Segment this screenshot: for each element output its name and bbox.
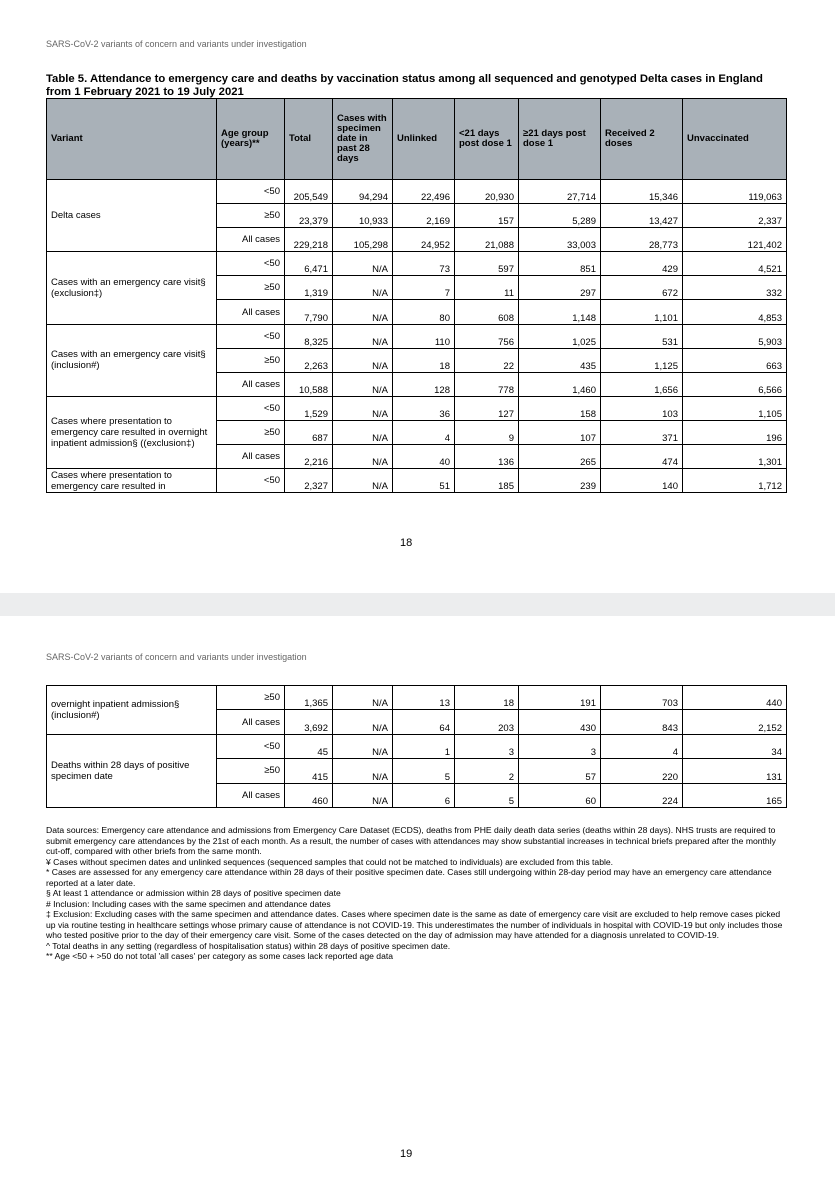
unlinked-cell: 80 [393,300,455,324]
age-group-cell: All cases [217,300,285,324]
lt21-dose1-cell: 2 [455,759,519,783]
variant-label: Cases with an emergency care visit§ (exclusion‡) [47,252,217,324]
running-header: SARS-CoV-2 variants of concern and variants under investigation [46,39,307,49]
lt21-dose1-cell: 21,088 [455,228,519,252]
age-group-cell: All cases [217,710,285,734]
footnote-total-deaths: ^ Total deaths in any setting (regardless of hospitalisation status) within 28 days of positive specimen date. [46,940,451,951]
total-cell: 1,319 [285,276,333,300]
document-page-19 [0,616,835,1200]
running-header: SARS-CoV-2 variants of concern and variants under investigation [46,652,307,662]
unvaccinated-cell: 4,853 [683,300,787,324]
two-doses-cell: 474 [601,445,683,469]
table-row [47,396,787,420]
two-doses-cell: 140 [601,469,683,493]
ge21-dose1-cell: 57 [519,759,601,783]
total-cell: 1,365 [285,686,333,710]
age-group-cell: All cases [217,372,285,396]
lt21-dose1-cell: 185 [455,469,519,493]
ge21-dose1-cell: 27,714 [519,180,601,204]
lt21-dose1-cell: 20,930 [455,180,519,204]
variant-label: Deaths within 28 days of positive specimen date [47,734,217,807]
two-doses-cell: 371 [601,420,683,444]
footnote-yen: ¥ Cases without specimen dates and unlinked sequences (sequenced samples that could not be matched to individuals) are excluded from this table. [46,856,614,867]
two-doses-cell: 220 [601,759,683,783]
unlinked-cell: 24,952 [393,228,455,252]
two-doses-cell: 1,125 [601,348,683,372]
unvaccinated-cell: 1,712 [683,469,787,493]
age-group-cell: All cases [217,783,285,807]
specimen-28-days-cell: N/A [333,300,393,324]
age-group-cell: <50 [217,252,285,276]
table-footnotes [46,825,786,962]
unlinked-cell: 4 [393,420,455,444]
lt21-dose1-cell: 597 [455,252,519,276]
variant-label: Cases where presentation to emergency care resulted in overnight inpatient admission§ ((exclusion‡) [47,396,217,468]
ge21-dose1-cell: 191 [519,686,601,710]
ge21-dose1-cell: 1,148 [519,300,601,324]
specimen-28-days-cell: N/A [333,372,393,396]
specimen-28-days-cell: N/A [333,759,393,783]
unlinked-cell: 36 [393,396,455,420]
page-number: 19 [400,1148,413,1160]
specimen-28-days-cell: 10,933 [333,204,393,228]
unvaccinated-cell: 663 [683,348,787,372]
unlinked-cell: 18 [393,348,455,372]
unvaccinated-cell: 2,337 [683,204,787,228]
specimen-28-days-cell: N/A [333,710,393,734]
lt21-dose1-cell: 203 [455,710,519,734]
unlinked-cell: 128 [393,372,455,396]
table-header-row [47,99,787,180]
age-group-cell: <50 [217,734,285,758]
col-header-specimen-28-days: Cases with specimen date in past 28 days [333,99,393,180]
age-group-cell: ≥50 [217,686,285,710]
two-doses-cell: 1,101 [601,300,683,324]
two-doses-cell: 672 [601,276,683,300]
total-cell: 1,529 [285,396,333,420]
col-header-unlinked: Unlinked [393,99,455,180]
ge21-dose1-cell: 1,460 [519,372,601,396]
age-group-cell: ≥50 [217,348,285,372]
col-header-lt21-dose1: <21 days post dose 1 [455,99,519,180]
col-header-ge21-dose1: ≥21 days post dose 1 [519,99,601,180]
lt21-dose1-cell: 756 [455,324,519,348]
lt21-dose1-cell: 3 [455,734,519,758]
age-group-cell: ≥50 [217,420,285,444]
ge21-dose1-cell: 1,025 [519,324,601,348]
specimen-28-days-cell: N/A [333,252,393,276]
variant-label: Cases with an emergency care visit§ (inclusion#) [47,324,217,396]
attendance-table-part-2 [46,685,787,808]
unlinked-cell: 13 [393,686,455,710]
total-cell: 23,379 [285,204,333,228]
two-doses-cell: 224 [601,783,683,807]
table-row [47,686,787,710]
two-doses-cell: 429 [601,252,683,276]
two-doses-cell: 13,427 [601,204,683,228]
age-group-cell: <50 [217,469,285,493]
table-row [47,469,787,493]
specimen-28-days-cell: N/A [333,445,393,469]
age-group-cell: <50 [217,180,285,204]
col-header-total: Total [285,99,333,180]
specimen-28-days-cell: N/A [333,420,393,444]
specimen-28-days-cell: N/A [333,324,393,348]
unlinked-cell: 2,169 [393,204,455,228]
two-doses-cell: 531 [601,324,683,348]
two-doses-cell: 703 [601,686,683,710]
unvaccinated-cell: 131 [683,759,787,783]
unlinked-cell: 64 [393,710,455,734]
specimen-28-days-cell: N/A [333,348,393,372]
table-row [47,252,787,276]
total-cell: 2,263 [285,348,333,372]
unvaccinated-cell: 4,521 [683,252,787,276]
unlinked-cell: 22,496 [393,180,455,204]
ge21-dose1-cell: 851 [519,252,601,276]
lt21-dose1-cell: 22 [455,348,519,372]
age-group-cell: <50 [217,396,285,420]
unvaccinated-cell: 2,152 [683,710,787,734]
specimen-28-days-cell: N/A [333,686,393,710]
unvaccinated-cell: 1,105 [683,396,787,420]
footnote-exclusion: ‡ Exclusion: Excluding cases with the same specimen and attendance dates. Cases where specimen date is the same as date of emergency care visit are excluded to help remove cases picked up via routine testing in healthcare settings whose primary cause of attendance is not COVID-19. This underestimates the number of individuals in hospital with COVID-19 but only includes those who tested positive prior to the day of their emergency care visit. Some of the cases detected on the day of admission may have attended for a diagnosis unrelated to COVID-19. [46,909,783,940]
age-group-cell: All cases [217,228,285,252]
unlinked-cell: 51 [393,469,455,493]
variant-label: Delta cases [47,180,217,252]
col-header-variant: Variant [47,99,217,180]
ge21-dose1-cell: 33,003 [519,228,601,252]
lt21-dose1-cell: 11 [455,276,519,300]
two-doses-cell: 103 [601,396,683,420]
table-caption: Table 5. Attendance to emergency care and deaths by vaccination status among all sequenced and genotyped Delta cases in England from 1 February 2021 to 19 July 2021 [46,73,763,98]
unvaccinated-cell: 5,903 [683,324,787,348]
total-cell: 10,588 [285,372,333,396]
specimen-28-days-cell: N/A [333,734,393,758]
lt21-dose1-cell: 127 [455,396,519,420]
ge21-dose1-cell: 60 [519,783,601,807]
total-cell: 2,216 [285,445,333,469]
variant-label: Cases where presentation to emergency care resulted in [47,469,217,493]
unlinked-cell: 1 [393,734,455,758]
unvaccinated-cell: 196 [683,420,787,444]
table-row [47,734,787,758]
document-page-18 [0,0,835,593]
age-group-cell: All cases [217,445,285,469]
ge21-dose1-cell: 3 [519,734,601,758]
lt21-dose1-cell: 5 [455,783,519,807]
unlinked-cell: 5 [393,759,455,783]
footnote-data-sources: Data sources: Emergency care attendance and admissions from Emergency Care Dataset (ECDS), deaths from PHE daily death data series (deaths within 28 days). NHS trusts are required to submit emergency care attendances by the 21st of each month. As a result, the number of cases with attendances may show substantial increases in technical briefs prepared after the monthly cut-off, compared with other briefs from the same month. [46,825,776,856]
col-header-two-doses: Received 2 doses [601,99,683,180]
two-doses-cell: 15,346 [601,180,683,204]
lt21-dose1-cell: 778 [455,372,519,396]
total-cell: 229,218 [285,228,333,252]
lt21-dose1-cell: 136 [455,445,519,469]
ge21-dose1-cell: 265 [519,445,601,469]
total-cell: 687 [285,420,333,444]
specimen-28-days-cell: N/A [333,783,393,807]
unvaccinated-cell: 119,063 [683,180,787,204]
lt21-dose1-cell: 18 [455,686,519,710]
two-doses-cell: 1,656 [601,372,683,396]
specimen-28-days-cell: N/A [333,396,393,420]
age-group-cell: ≥50 [217,204,285,228]
unlinked-cell: 73 [393,252,455,276]
age-group-cell: ≥50 [217,759,285,783]
variant-label: overnight inpatient admission§ (inclusion#) [47,686,217,735]
unvaccinated-cell: 440 [683,686,787,710]
ge21-dose1-cell: 239 [519,469,601,493]
unvaccinated-cell: 165 [683,783,787,807]
total-cell: 205,549 [285,180,333,204]
age-group-cell: <50 [217,324,285,348]
unlinked-cell: 6 [393,783,455,807]
total-cell: 3,692 [285,710,333,734]
specimen-28-days-cell: N/A [333,469,393,493]
ge21-dose1-cell: 297 [519,276,601,300]
total-cell: 2,327 [285,469,333,493]
specimen-28-days-cell: 105,298 [333,228,393,252]
page-number: 18 [400,537,413,549]
ge21-dose1-cell: 430 [519,710,601,734]
table-row [47,324,787,348]
total-cell: 460 [285,783,333,807]
unlinked-cell: 7 [393,276,455,300]
unvaccinated-cell: 6,566 [683,372,787,396]
two-doses-cell: 843 [601,710,683,734]
specimen-28-days-cell: 94,294 [333,180,393,204]
total-cell: 415 [285,759,333,783]
specimen-28-days-cell: N/A [333,276,393,300]
unvaccinated-cell: 121,402 [683,228,787,252]
two-doses-cell: 4 [601,734,683,758]
ge21-dose1-cell: 435 [519,348,601,372]
footnote-age-total: ** Age <50 + >50 do not total 'all cases' per category as some cases lack reported age data [46,951,394,961]
two-doses-cell: 28,773 [601,228,683,252]
col-header-unvaccinated: Unvaccinated [683,99,787,180]
ge21-dose1-cell: 158 [519,396,601,420]
attendance-table-part-1 [46,98,787,493]
unlinked-cell: 110 [393,324,455,348]
ge21-dose1-cell: 107 [519,420,601,444]
total-cell: 45 [285,734,333,758]
unvaccinated-cell: 1,301 [683,445,787,469]
total-cell: 6,471 [285,252,333,276]
footnote-section: § At least 1 attendance or admission within 28 days of positive specimen date [46,888,341,898]
lt21-dose1-cell: 608 [455,300,519,324]
unvaccinated-cell: 34 [683,734,787,758]
col-header-age-group: Age group (years)** [217,99,285,180]
unvaccinated-cell: 332 [683,276,787,300]
age-group-cell: ≥50 [217,276,285,300]
total-cell: 7,790 [285,300,333,324]
total-cell: 8,325 [285,324,333,348]
table-row [47,180,787,204]
ge21-dose1-cell: 5,289 [519,204,601,228]
lt21-dose1-cell: 9 [455,420,519,444]
footnote-inclusion: # Inclusion: Including cases with the same specimen and attendance dates [46,898,331,909]
lt21-dose1-cell: 157 [455,204,519,228]
unlinked-cell: 40 [393,445,455,469]
footnote-asterisk: * Cases are assessed for any emergency care attendance within 28 days of their positive specimen date. Cases still undergoing within 28-day period may have an emergency care attendance reported at a later date. [46,867,772,888]
